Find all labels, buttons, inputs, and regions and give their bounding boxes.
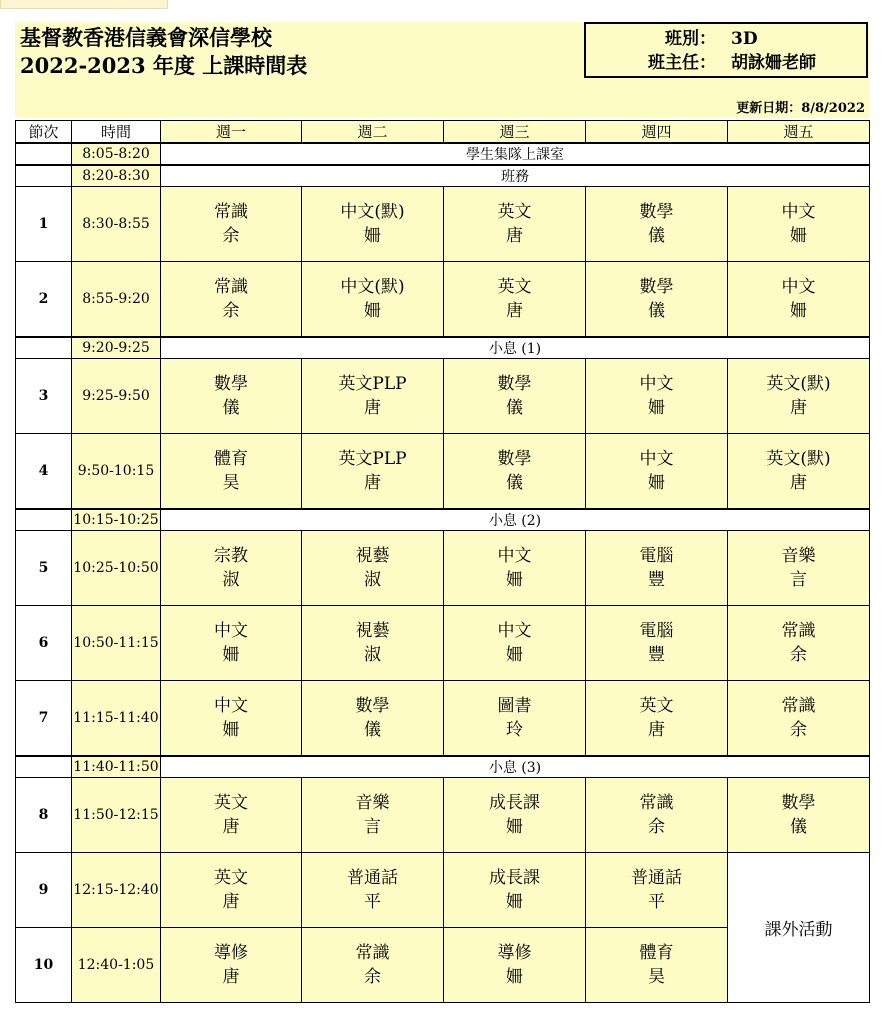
lesson-cell	[586, 262, 728, 338]
teacher: 姍	[648, 398, 665, 418]
lesson-row	[16, 531, 870, 606]
subject: 宗教	[214, 546, 248, 566]
teacher: 唐	[222, 817, 240, 837]
time-cell: 8:55-9:20	[72, 262, 161, 338]
lesson-row	[16, 606, 870, 681]
day-header-tue: 週二	[302, 121, 444, 144]
time-cell: 10:15-10:25	[72, 509, 161, 531]
time-cell: 12:15-12:40	[72, 853, 161, 928]
time-header: 時間	[72, 121, 161, 144]
lesson-cell	[728, 434, 870, 510]
lesson-cell	[444, 606, 586, 681]
subject: 數學	[781, 793, 816, 813]
lesson-row	[16, 434, 870, 510]
subject: 中文(默)	[340, 277, 405, 297]
period-number: 4	[16, 434, 72, 510]
lesson-row	[16, 681, 870, 757]
teacher: 唐	[506, 301, 523, 321]
day-header-wed: 週三	[444, 121, 586, 144]
break-row	[16, 337, 870, 359]
lesson-cell	[444, 681, 586, 757]
lesson-cell	[586, 778, 728, 853]
teacher: 唐	[648, 720, 665, 740]
lesson-cell	[161, 928, 302, 1003]
lesson-cell	[444, 853, 586, 928]
subject: 體育	[639, 943, 674, 963]
lesson-cell	[302, 434, 444, 510]
class-label: 班別：	[665, 29, 716, 49]
teacher: 儀	[506, 473, 523, 493]
teacher: 余	[222, 226, 240, 246]
subject: 音樂	[781, 546, 816, 566]
subject: 數學	[355, 696, 390, 716]
teacher: 余	[364, 967, 381, 987]
subject: 音樂	[355, 793, 390, 813]
break-row	[16, 509, 870, 531]
teacher: 豐	[648, 645, 665, 665]
teacher: 儀	[222, 398, 240, 418]
time-cell: 11:15-11:40	[72, 681, 161, 757]
lesson-cell	[302, 359, 444, 434]
time-cell: 10:50-11:15	[72, 606, 161, 681]
lesson-cell	[586, 359, 728, 434]
teacher-value: 胡詠姍老師	[731, 53, 816, 73]
teacher: 姍	[364, 301, 381, 321]
time-cell: 10:25-10:50	[72, 531, 161, 606]
lesson-cell	[302, 606, 444, 681]
time-cell: 11:50-12:15	[72, 778, 161, 853]
lesson-cell	[444, 359, 586, 434]
break-row	[16, 756, 870, 778]
teacher: 姍	[506, 645, 523, 665]
timetable-title: 2022-2023 年度 上課時間表	[20, 53, 308, 78]
teacher: 玲	[506, 720, 523, 740]
lesson-cell	[586, 681, 728, 757]
school-name: 基督教香港信義會深信學校	[20, 25, 272, 50]
period-cell	[16, 337, 72, 359]
time-cell: 12:40-1:05	[72, 928, 161, 1003]
subject: 普通話	[347, 868, 398, 888]
teacher: 平	[648, 892, 665, 912]
subject: 數學	[214, 374, 248, 394]
period-header: 節次	[16, 121, 72, 144]
lesson-cell	[728, 531, 870, 606]
teacher: 唐	[790, 473, 807, 493]
teacher: 唐	[364, 473, 381, 493]
lesson-cell	[302, 928, 444, 1003]
lesson-cell	[302, 531, 444, 606]
subject: 常識	[639, 793, 674, 813]
teacher: 言	[364, 817, 381, 837]
lesson-cell	[586, 531, 728, 606]
lesson-row	[16, 778, 870, 853]
teacher: 儀	[648, 226, 665, 246]
class-affairs-cell: 班務	[161, 165, 870, 187]
day-header-fri: 週五	[728, 121, 870, 144]
lesson-cell	[728, 262, 870, 338]
teacher: 儀	[648, 301, 665, 321]
break-cell: 小息 (2)	[161, 509, 870, 531]
period-cell	[16, 143, 72, 165]
teacher: 平	[364, 892, 381, 912]
teacher: 淑	[364, 570, 381, 590]
subject: 英文	[214, 793, 248, 813]
subject: 成長課	[489, 793, 540, 813]
time-cell: 9:50-10:15	[72, 434, 161, 510]
updated-date: 更新日期：8/8/2022	[736, 101, 865, 116]
subject: 常識	[781, 621, 816, 641]
assembly-cell: 學生集隊上課室	[161, 143, 870, 165]
teacher: 余	[790, 720, 807, 740]
subject: 英文	[497, 202, 532, 222]
lesson-cell	[444, 434, 586, 510]
teacher: 姍	[222, 720, 240, 740]
subject: 常識	[355, 943, 390, 963]
subject: 體育	[214, 449, 248, 469]
teacher: 淑	[222, 570, 240, 590]
subject: 中文(默)	[340, 202, 405, 222]
class-info-box	[584, 22, 868, 78]
period-number: 1	[16, 187, 72, 262]
lesson-cell	[161, 187, 302, 262]
period-number: 9	[16, 853, 72, 928]
period-number: 7	[16, 681, 72, 757]
lesson-cell	[161, 606, 302, 681]
period-number: 8	[16, 778, 72, 853]
teacher: 姍	[790, 301, 807, 321]
teacher: 唐	[222, 967, 240, 987]
lesson-cell	[586, 853, 728, 928]
subject: 數學	[639, 202, 674, 222]
teacher: 昊	[648, 967, 665, 987]
subject: 電腦	[639, 546, 674, 566]
extracurricular-cell: 課外活動	[728, 853, 870, 1003]
lesson-row	[16, 853, 870, 928]
teacher: 姍	[364, 226, 381, 246]
period-number: 2	[16, 262, 72, 338]
subject: 英文	[639, 696, 674, 716]
lesson-cell	[586, 187, 728, 262]
subject: 圖書	[497, 696, 532, 716]
teacher: 儀	[506, 398, 523, 418]
assembly-row	[16, 143, 870, 165]
lesson-cell	[161, 531, 302, 606]
lesson-cell	[728, 681, 870, 757]
lesson-cell	[728, 359, 870, 434]
lesson-cell	[161, 434, 302, 510]
lesson-cell	[302, 853, 444, 928]
teacher: 儀	[790, 817, 807, 837]
break-cell: 小息 (3)	[161, 756, 870, 778]
lesson-cell	[444, 928, 586, 1003]
teacher: 姍	[506, 570, 523, 590]
lesson-cell	[728, 778, 870, 853]
timetable	[15, 120, 870, 1003]
period-number: 6	[16, 606, 72, 681]
time-cell: 9:20-9:25	[72, 337, 161, 359]
lesson-cell	[586, 434, 728, 510]
subject: 視藝	[355, 621, 390, 641]
subject: 英文PLP	[338, 449, 407, 469]
teacher-label: 班主任：	[648, 53, 716, 73]
subject: 英文	[497, 277, 532, 297]
period-number: 10	[16, 928, 72, 1003]
teacher: 豐	[648, 570, 665, 590]
subject: 數學	[497, 449, 532, 469]
period-cell	[16, 165, 72, 187]
subject: 中文	[214, 696, 248, 716]
teacher: 姍	[506, 967, 523, 987]
period-cell	[16, 756, 72, 778]
lesson-cell	[161, 778, 302, 853]
subject: 視藝	[355, 546, 390, 566]
subject: 中文	[214, 621, 248, 641]
period-number: 3	[16, 359, 72, 434]
lesson-cell	[444, 531, 586, 606]
teacher: 姍	[222, 645, 240, 665]
teacher: 唐	[364, 398, 381, 418]
teacher: 淑	[364, 645, 381, 665]
subject: 常識	[214, 277, 248, 297]
teacher: 余	[790, 645, 807, 665]
class-value: 3D	[731, 29, 758, 49]
header-row	[16, 121, 870, 144]
subject: 中文	[781, 277, 816, 297]
lesson-row	[16, 359, 870, 434]
lesson-cell	[444, 187, 586, 262]
subject: 中文	[497, 621, 532, 641]
teacher: 昊	[222, 473, 240, 493]
lesson-cell	[161, 853, 302, 928]
subject: 數學	[497, 374, 532, 394]
period-cell	[16, 509, 72, 531]
lesson-cell	[586, 606, 728, 681]
subject: 導修	[497, 943, 532, 963]
time-cell: 9:25-9:50	[72, 359, 161, 434]
day-header-thu: 週四	[586, 121, 728, 144]
subject: 英文(默)	[766, 374, 831, 394]
class-affairs-row	[16, 165, 870, 187]
lesson-cell	[728, 606, 870, 681]
subject: 成長課	[489, 868, 540, 888]
top-tab-strip	[0, 0, 168, 9]
lesson-row	[16, 187, 870, 262]
teacher: 言	[790, 570, 807, 590]
lesson-cell	[586, 928, 728, 1003]
subject: 電腦	[639, 621, 674, 641]
teacher: 唐	[790, 398, 807, 418]
lesson-cell	[728, 187, 870, 262]
teacher: 姍	[790, 226, 807, 246]
subject: 英文PLP	[338, 374, 407, 394]
time-cell: 8:05-8:20	[72, 143, 161, 165]
teacher: 余	[222, 301, 240, 321]
lesson-cell	[444, 262, 586, 338]
subject: 常識	[214, 202, 248, 222]
time-cell: 11:40-11:50	[72, 756, 161, 778]
teacher: 姍	[648, 473, 665, 493]
time-cell: 8:30-8:55	[72, 187, 161, 262]
lesson-cell	[161, 359, 302, 434]
subject: 中文	[497, 546, 532, 566]
lesson-row	[16, 262, 870, 338]
subject: 普通話	[631, 868, 682, 888]
teacher: 唐	[506, 226, 523, 246]
subject: 數學	[639, 277, 674, 297]
lesson-cell	[302, 681, 444, 757]
teacher: 余	[648, 817, 665, 837]
lesson-cell	[302, 262, 444, 338]
subject: 中文	[781, 202, 816, 222]
lesson-cell	[302, 778, 444, 853]
lesson-cell	[161, 262, 302, 338]
subject: 英文(默)	[766, 449, 831, 469]
teacher: 姍	[506, 817, 523, 837]
period-number: 5	[16, 531, 72, 606]
subject: 常識	[781, 696, 816, 716]
break-cell: 小息 (1)	[161, 337, 870, 359]
lesson-cell	[161, 681, 302, 757]
teacher: 儀	[364, 720, 381, 740]
time-cell: 8:20-8:30	[72, 165, 161, 187]
subject: 中文	[639, 449, 674, 469]
lesson-cell	[302, 187, 444, 262]
teacher: 姍	[506, 892, 523, 912]
teacher: 唐	[222, 892, 240, 912]
lesson-cell	[444, 778, 586, 853]
subject: 中文	[639, 374, 674, 394]
subject: 英文	[214, 868, 248, 888]
day-header-mon: 週一	[161, 121, 302, 144]
subject: 導修	[214, 943, 248, 963]
